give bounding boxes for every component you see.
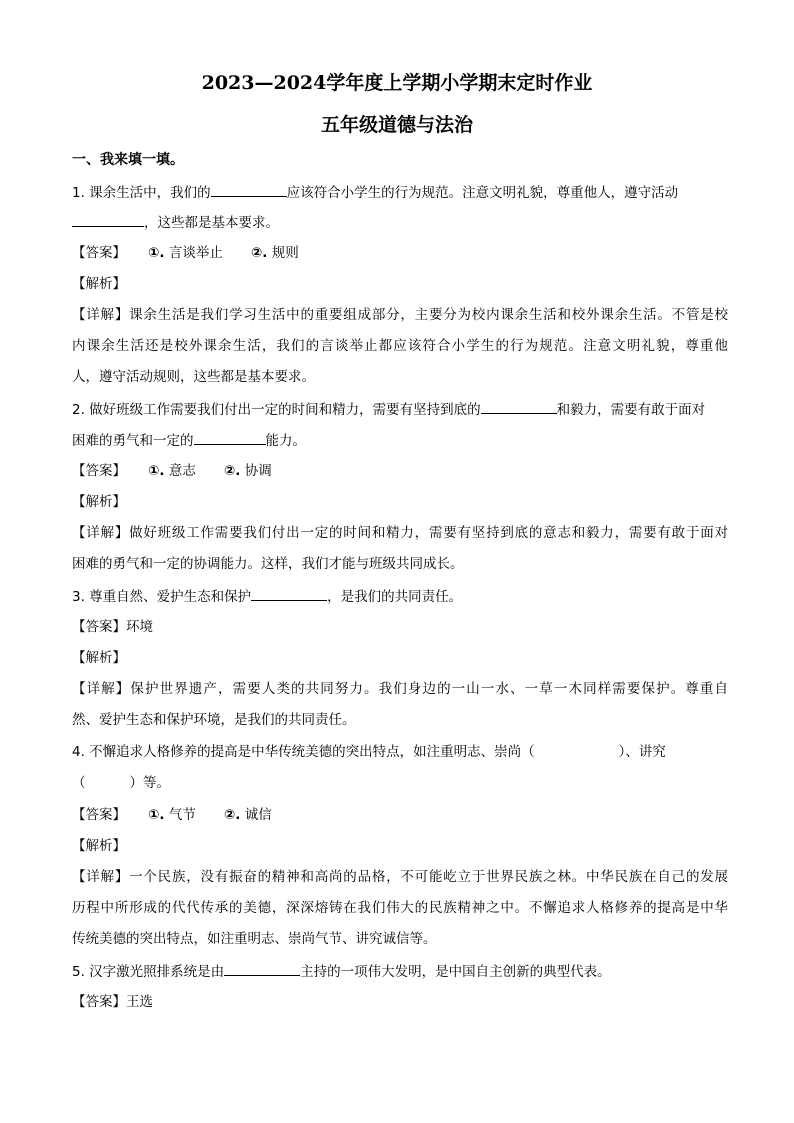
detail-label: 【详解】 (72, 307, 130, 323)
q2-text-b: 和毅力，需要有敢于面对 (556, 402, 706, 418)
q1-text-b: 应该符合小学生的行为规范。注意文明礼貌，尊重他人，遵守活动 (286, 185, 679, 201)
q5-answer (72, 992, 728, 1012)
detail-label: 【详解】 (72, 525, 130, 541)
analysis-label: 【解析】 (72, 650, 126, 666)
document-subtitle: 五年级道德与法治 (320, 114, 473, 136)
q2-text-d: 能力。 (265, 433, 306, 449)
answer-index-2: ②. (223, 807, 241, 823)
q1-detail-line-2: 内课余生活还是校外课余生活，我们的言谈举止都应该符合小学生的行为规范。注意文明礼貌，尊重他 (72, 338, 728, 354)
analysis-label: 【解析】 (72, 494, 126, 510)
q3-text-b: ，是我们的共同责任。 (327, 589, 463, 605)
detail-label: 【详解】 (72, 681, 131, 697)
q5-answer: 王选 (126, 994, 153, 1010)
q1-detail-1: 课余生活是我们学习生活中的重要组成部分，主要分为校内课余生活和校外课余生活。不管是校 (129, 307, 729, 323)
question-3-line-1 (72, 586, 728, 607)
q2-text-a: 2. 做好班级工作需要我们付出一定的时间和精力，需要有坚持到底的 (72, 402, 481, 418)
question-1-line-2 (72, 212, 728, 233)
q3-blank-1 (251, 586, 327, 601)
question-5-line-1 (72, 961, 728, 982)
question-1-line-1 (72, 182, 728, 203)
document-title: 2023—2024学年度上学期小学期末定时作业 (201, 72, 593, 94)
q2-text-c: 困难的勇气和一定的 (72, 433, 194, 449)
answer-label: 【答案】 (72, 994, 126, 1010)
section-heading: 一、我来填一填。 (72, 152, 184, 168)
q5-text-a: 5. 汉字激光照排系统是由 (72, 964, 225, 980)
q3-answer: 环境 (126, 619, 153, 635)
q1-detail-line-3: 人，遵守活动规则，这些都是基本要求。 (72, 369, 315, 385)
answer-label: 【答案】 (72, 619, 126, 635)
question-2-line-2 (72, 430, 728, 451)
q3-detail-1: 保护世界遗产，需要人类的共同努力。我们身边的一山一水、一草一木同样需要保护。尊重自 (130, 681, 729, 697)
q4-detail-1: 一个民族，没有振奋的精神和高尚的品格，不可能屹立于世界民族之林。中华民族在自己的发展 (129, 869, 729, 885)
q3-detail-line-2: 然、爱护生态和保护环境，是我们的共同责任。 (72, 712, 356, 728)
q1-text-c: ，这些都是基本要求。 (144, 215, 279, 231)
q2-detail-line-2: 困难的勇气和一定的协调能力。这样，我们才能与班级共同成长。 (72, 556, 464, 572)
question-4-line-2 (72, 773, 728, 793)
q4-text-b: ）、讲究 (618, 744, 666, 760)
q2-detail-line-1 (72, 523, 728, 543)
q2-answer-1: 意志 (168, 463, 196, 479)
q2-answer-2: 协调 (244, 463, 272, 479)
q3-detail-line-1 (72, 679, 728, 699)
q4-answer-2: 诚信 (244, 807, 272, 823)
q4-answer (72, 805, 728, 825)
q4-detail-line-2: 历程中所形成的代代传承的美德，深深熔铸在我们伟大的民族精神之中。不懈追求人格修养的提高是中华 (72, 900, 728, 916)
q4-text-d: ）等。 (129, 775, 170, 791)
q1-text-a: 1. 课余生活中，我们的 (72, 185, 211, 201)
q4-text-a: 4. 不懈追求人格修养的提高是中华传统美德的突出特点，如注重明志、崇尚（ (72, 744, 535, 760)
q1-analysis (72, 274, 728, 294)
analysis-label: 【解析】 (72, 276, 126, 292)
q2-blank-2 (194, 430, 266, 445)
q2-detail-1: 做好班级工作需要我们付出一定的时间和精力，需要有坚持到底的意志和毅力，需要有敢于面对 (129, 525, 729, 541)
answer-index-1: ①. (148, 463, 165, 479)
answer-label: 【答案】 (72, 463, 126, 479)
question-4-line-1 (72, 742, 728, 762)
q4-detail-line-3: 传统美德的突出特点，如注重明志、崇尚气节、讲究诚信等。 (72, 931, 437, 947)
q4-answer-1: 气节 (168, 807, 196, 823)
q4-detail-line-1 (72, 867, 728, 887)
answer-index-1: ①. (148, 807, 165, 823)
q1-detail-line-1 (72, 305, 728, 325)
answer-index-2: ②. (250, 245, 268, 261)
answer-label: 【答案】 (72, 807, 126, 823)
question-2-line-1 (72, 399, 728, 420)
q3-text-a: 3. 尊重自然、爱护生态和保护 (72, 589, 252, 605)
q4-text-c: （ (72, 775, 86, 791)
q3-analysis (72, 648, 728, 668)
q3-answer (72, 617, 728, 637)
q1-answer-1: 言谈举止 (168, 245, 223, 261)
q2-analysis (72, 492, 728, 512)
q1-answer-2: 规则 (271, 245, 299, 261)
q1-answer (72, 243, 728, 263)
analysis-label: 【解析】 (72, 838, 126, 854)
q2-answer (72, 461, 728, 481)
detail-label: 【详解】 (72, 869, 130, 885)
q5-text-b: 主持的一项伟大发明，是中国自主创新的典型代表。 (300, 964, 611, 980)
q1-blank-1 (211, 182, 287, 197)
q5-blank-1 (224, 961, 300, 976)
answer-index-1: ①. (148, 245, 165, 261)
answer-label: 【答案】 (72, 245, 126, 261)
q2-blank-1 (481, 399, 557, 414)
q1-blank-2 (72, 212, 144, 227)
q4-analysis (72, 836, 728, 856)
answer-index-2: ②. (223, 463, 241, 479)
